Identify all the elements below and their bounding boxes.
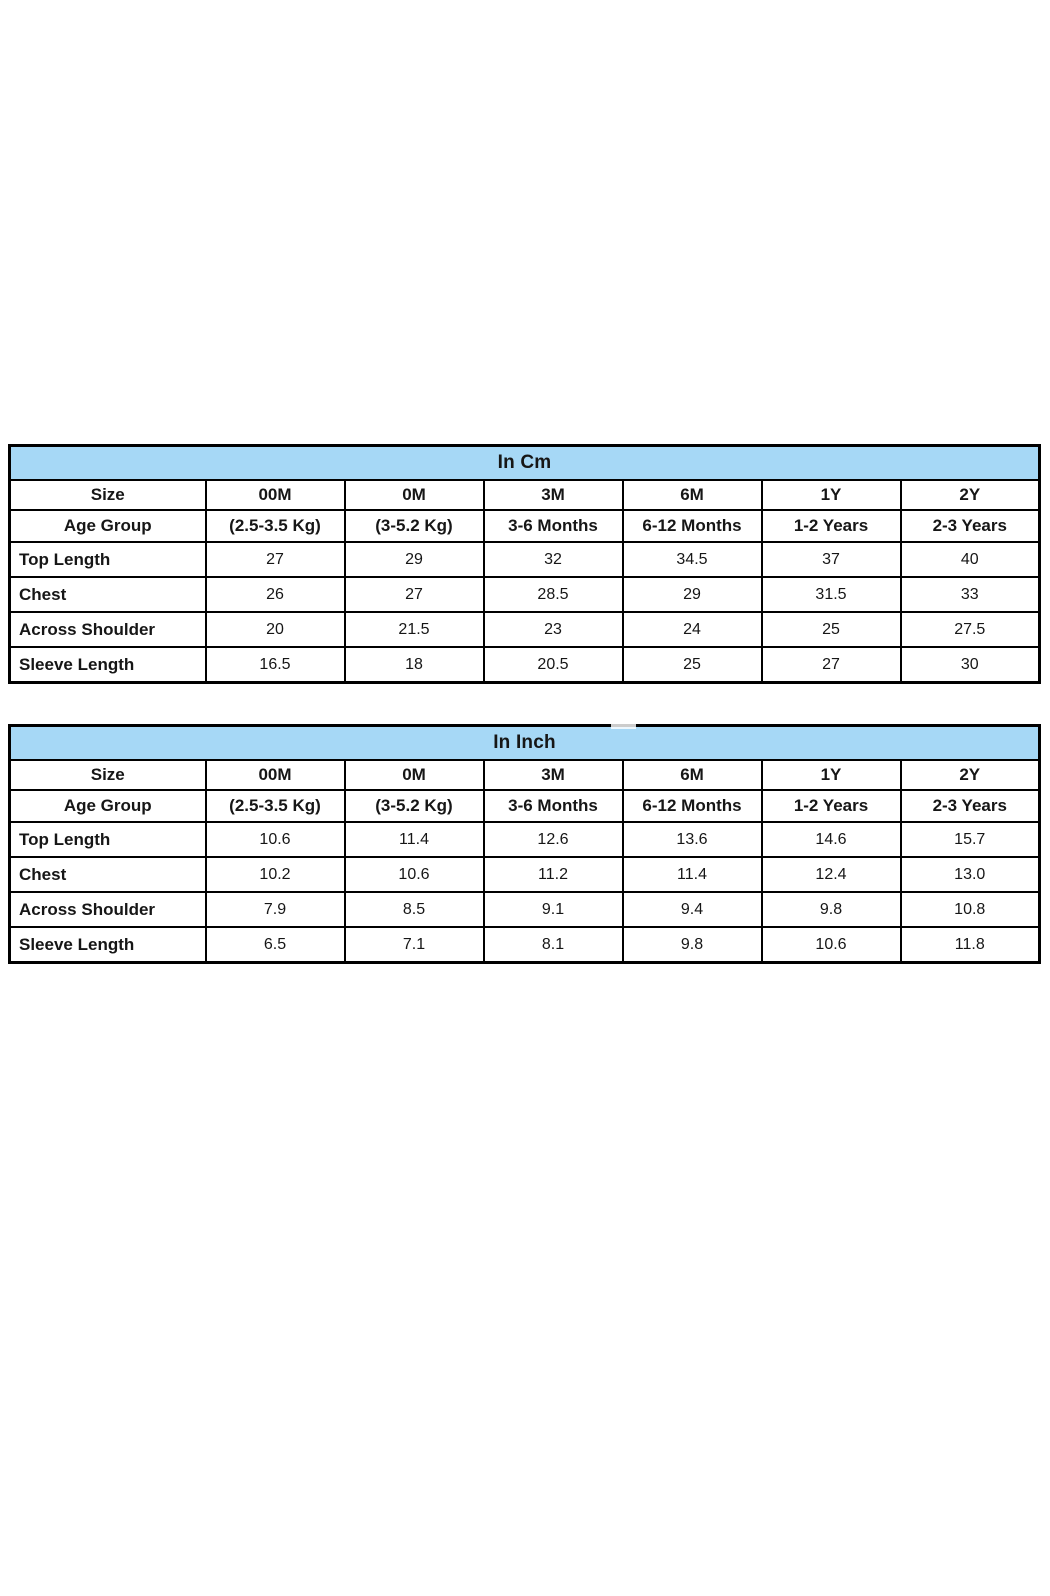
size-cell: 6M — [623, 480, 762, 510]
measure-value: 31.5 — [762, 577, 901, 612]
age-cell: 2-3 Years — [901, 510, 1040, 542]
measure-label: Across Shoulder — [10, 612, 206, 647]
measure-value: 6.5 — [206, 927, 345, 963]
measure-row-top-length — [10, 822, 1040, 857]
age-cell: 1-2 Years — [762, 790, 901, 822]
size-cell: 1Y — [762, 480, 901, 510]
measure-row-sleeve-length — [10, 647, 1040, 683]
measure-row-chest — [10, 577, 1040, 612]
measure-value: 27.5 — [901, 612, 1040, 647]
measure-row-across-shoulder — [10, 612, 1040, 647]
size-cell: 1Y — [762, 760, 901, 790]
measure-label: Chest — [10, 577, 206, 612]
measure-value: 29 — [623, 577, 762, 612]
table-title: In Inch — [10, 726, 1040, 761]
measure-value: 10.6 — [345, 857, 484, 892]
measure-value: 15.7 — [901, 822, 1040, 857]
measure-value: 12.6 — [484, 822, 623, 857]
size-cell: 0M — [345, 760, 484, 790]
age-cell: 3-6 Months — [484, 790, 623, 822]
measure-value: 23 — [484, 612, 623, 647]
age-group-row — [10, 510, 1040, 542]
measure-value: 7.1 — [345, 927, 484, 963]
size-cell: 6M — [623, 760, 762, 790]
size-row-label: Size — [10, 760, 206, 790]
measure-value: 9.1 — [484, 892, 623, 927]
measure-value: 27 — [206, 542, 345, 577]
size-row — [10, 480, 1040, 510]
measure-value: 24 — [623, 612, 762, 647]
measure-value: 30 — [901, 647, 1040, 683]
size-table-cm — [8, 444, 1041, 684]
measure-label: Sleeve Length — [10, 927, 206, 963]
age-cell: (3-5.2 Kg) — [345, 510, 484, 542]
size-cell: 00M — [206, 760, 345, 790]
size-cell: 2Y — [901, 480, 1040, 510]
measure-value: 16.5 — [206, 647, 345, 683]
measure-value: 10.8 — [901, 892, 1040, 927]
measure-value: 28.5 — [484, 577, 623, 612]
measure-value: 9.8 — [762, 892, 901, 927]
measure-value: 10.2 — [206, 857, 345, 892]
age-group-row — [10, 790, 1040, 822]
measure-value: 14.6 — [762, 822, 901, 857]
measure-row-across-shoulder — [10, 892, 1040, 927]
measure-value: 29 — [345, 542, 484, 577]
age-cell: 3-6 Months — [484, 510, 623, 542]
measure-value: 20 — [206, 612, 345, 647]
measure-value: 37 — [762, 542, 901, 577]
size-cell: 0M — [345, 480, 484, 510]
size-chart-cm — [8, 444, 1041, 684]
measure-value: 25 — [762, 612, 901, 647]
size-chart-inch — [8, 724, 1041, 964]
age-row-label: Age Group — [10, 790, 206, 822]
age-cell: 2-3 Years — [901, 790, 1040, 822]
measure-value: 9.4 — [623, 892, 762, 927]
age-cell: 1-2 Years — [762, 510, 901, 542]
measure-value: 13.0 — [901, 857, 1040, 892]
measure-value: 20.5 — [484, 647, 623, 683]
size-cell: 3M — [484, 480, 623, 510]
age-cell: (2.5-3.5 Kg) — [206, 790, 345, 822]
measure-value: 13.6 — [623, 822, 762, 857]
size-row-label: Size — [10, 480, 206, 510]
measure-value: 11.4 — [345, 822, 484, 857]
size-table-inch — [8, 724, 1041, 964]
measure-value: 34.5 — [623, 542, 762, 577]
table-header-row — [10, 726, 1040, 761]
measure-value: 18 — [345, 647, 484, 683]
measure-row-top-length — [10, 542, 1040, 577]
measure-value: 32 — [484, 542, 623, 577]
measure-value: 21.5 — [345, 612, 484, 647]
age-cell: 6-12 Months — [623, 790, 762, 822]
measure-value: 8.1 — [484, 927, 623, 963]
size-cell: 00M — [206, 480, 345, 510]
measure-label: Across Shoulder — [10, 892, 206, 927]
size-cell: 3M — [484, 760, 623, 790]
table-title: In Cm — [10, 446, 1040, 481]
measure-value: 11.8 — [901, 927, 1040, 963]
age-cell: 6-12 Months — [623, 510, 762, 542]
measure-value: 25 — [623, 647, 762, 683]
measure-value: 27 — [345, 577, 484, 612]
measure-row-sleeve-length — [10, 927, 1040, 963]
measure-value: 11.2 — [484, 857, 623, 892]
age-cell: (2.5-3.5 Kg) — [206, 510, 345, 542]
table-header-row — [10, 446, 1040, 481]
measure-value: 7.9 — [206, 892, 345, 927]
size-cell: 2Y — [901, 760, 1040, 790]
measure-value: 40 — [901, 542, 1040, 577]
measure-label: Chest — [10, 857, 206, 892]
size-row — [10, 760, 1040, 790]
measure-value: 9.8 — [623, 927, 762, 963]
measure-value: 10.6 — [762, 927, 901, 963]
measure-label: Sleeve Length — [10, 647, 206, 683]
measure-value: 10.6 — [206, 822, 345, 857]
measure-value: 11.4 — [623, 857, 762, 892]
measure-row-chest — [10, 857, 1040, 892]
measure-value: 33 — [901, 577, 1040, 612]
age-cell: (3-5.2 Kg) — [345, 790, 484, 822]
measure-value: 8.5 — [345, 892, 484, 927]
measure-value: 27 — [762, 647, 901, 683]
measure-label: Top Length — [10, 542, 206, 577]
age-row-label: Age Group — [10, 510, 206, 542]
measure-label: Top Length — [10, 822, 206, 857]
measure-value: 26 — [206, 577, 345, 612]
measure-value: 12.4 — [762, 857, 901, 892]
border-gap-artifact — [611, 723, 636, 729]
